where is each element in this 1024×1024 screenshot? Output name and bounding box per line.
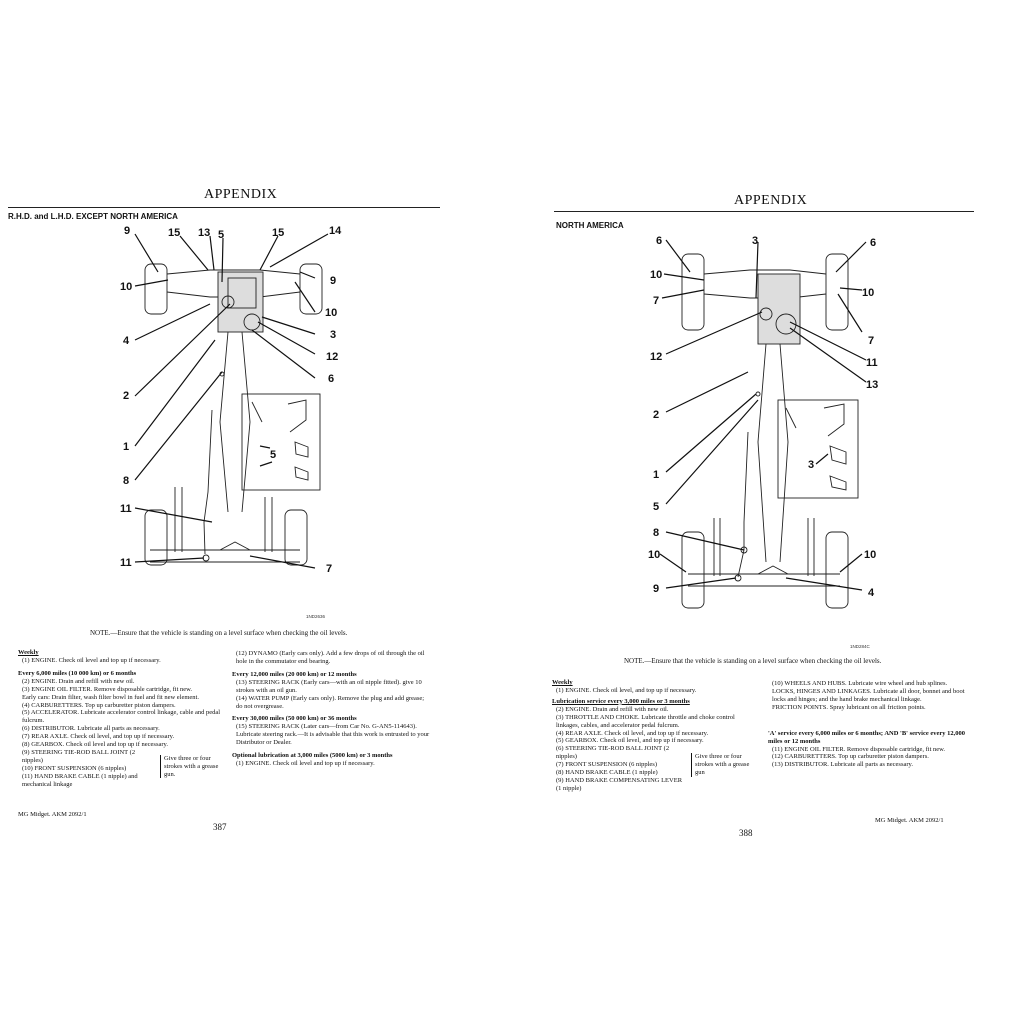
callout-12: 12 <box>326 351 339 363</box>
callout-4: 4 <box>868 587 875 599</box>
callout-11: 11 <box>120 503 132 515</box>
level-surface-note: NOTE.—Ensure that the vehicle is standing on a level surface when checking the oil levels. <box>90 629 348 637</box>
callout-9: 9 <box>124 225 131 237</box>
service-item: (14) WATER PUMP (Early cars only). Remove the plug and add grease; do not overgrease. <box>236 694 425 710</box>
callout-6: 6 <box>328 373 335 385</box>
page-number: 388 <box>739 828 753 838</box>
service-column-1 <box>18 646 223 789</box>
gearbox-plug <box>756 392 760 396</box>
service-column-1 <box>552 676 757 793</box>
region-title: NORTH AMERICA <box>556 221 624 230</box>
service-item: (9) HAND BRAKE COMPENSATING LEVER (1 nipple) <box>556 777 683 792</box>
level-surface-note: NOTE.—Ensure that the vehicle is standing on a level surface when checking the oil levels. <box>624 657 882 665</box>
service-item: FRICTION POINTS. Spray lubricant on all friction points. <box>772 703 926 711</box>
callout-7-right: 7 <box>868 335 875 347</box>
callout-7: 7 <box>653 295 660 307</box>
pedal-linkage-drawing <box>252 400 308 480</box>
service-item: (1) ENGINE. Check oil level, and top up if necessary. <box>556 686 697 694</box>
inset-callout-5: 5 <box>270 449 277 461</box>
grease-brace-note: Give three or four strokes with a grease gun. <box>160 755 219 778</box>
drawing-code: 1ND284C <box>850 644 870 649</box>
callout-1: 1 <box>123 441 130 453</box>
service-item: (8) GEARBOX. Check oil level and top up if necessary. <box>22 741 168 749</box>
callout-10-rear-right: 10 <box>864 549 877 561</box>
service-column-2 <box>768 680 974 769</box>
callout-14: 14 <box>329 225 342 237</box>
service-item: (4) REAR AXLE. Check oil level, and top up if necessary. <box>556 729 709 737</box>
callout-10-right: 10 <box>862 287 875 299</box>
inset-callout-3: 3 <box>808 459 815 471</box>
service-3000-heading: Lubrication service every 3,000 miles or 3 months <box>552 697 690 705</box>
rear-left-wheel <box>145 510 167 565</box>
service-item: (7) FRONT SUSPENSION (6 nipples) <box>556 761 657 769</box>
callout-5: 5 <box>218 229 225 241</box>
callout-3: 3 <box>330 329 337 341</box>
service-30000-heading: Every 30,000 miles (50 000 km) or 36 months <box>232 715 357 723</box>
page-388 <box>540 0 1024 1024</box>
service-item: (15) STEERING RACK (Later cars—from Car No. G-AN5-114643). Lubricate steering rack.—It is advisable that this work is entrusted to your Distributor or Dealer. <box>236 723 430 747</box>
front-right-wheel <box>826 254 848 330</box>
rear-left-wheel <box>682 532 704 608</box>
grease-group <box>552 745 757 793</box>
service-item: (2) ENGINE. Drain and refill with new oil. <box>556 705 669 713</box>
callout-5: 5 <box>653 501 660 513</box>
gearbox-prop-shaft <box>758 344 788 562</box>
callout-6: 6 <box>656 235 663 247</box>
service-item: (10) FRONT SUSPENSION (6 nipples) <box>22 764 127 772</box>
page-footer: MG Midget. AKM 2092/1 <box>875 817 944 824</box>
service-item: (10) WHEELS AND HUBS. Lubricate wire wheel and hub splines. <box>772 680 948 687</box>
rear-right-wheel <box>826 532 848 608</box>
grease-brace-note: Give three or four strokes with a grease gun <box>691 753 751 776</box>
service-item: (7) REAR AXLE. Check oil level, and top up if necessary. <box>22 733 175 741</box>
callout-15: 15 <box>168 227 181 239</box>
service-item: (4) CARBURETTERS. Top up carburetter piston dampers. <box>22 701 176 709</box>
callout-6-right: 6 <box>870 237 877 249</box>
service-item: (12) CARBURETTERS. Top up carburetter piston dampers. <box>772 753 929 761</box>
callout-15-right: 15 <box>272 227 285 239</box>
service-item: Early cars: Drain filter, wash filter bowl in fuel and fit new element. <box>22 693 199 701</box>
page-number: 387 <box>213 822 227 832</box>
service-12000-heading: Every 12,000 miles (20 000 km) or 12 months <box>232 670 357 678</box>
service-item: (6) DISTRIBUTOR. Lubricate all parts as necessary. <box>22 725 160 733</box>
lubrication-chart-diagram <box>110 222 360 622</box>
callout-10-right: 10 <box>325 307 338 319</box>
weekly-heading: Weekly <box>552 679 573 686</box>
header-rule <box>554 211 974 212</box>
service-item: (6) STEERING TIE-ROD BALL JOINT (2 nipples) <box>556 745 670 761</box>
callout-13: 13 <box>198 227 211 239</box>
callout-4: 4 <box>123 335 130 347</box>
callout-10: 10 <box>120 281 133 293</box>
callout-11: 11 <box>866 357 878 369</box>
front-left-wheel <box>145 264 167 314</box>
callout-3: 3 <box>752 235 759 247</box>
callout-12: 12 <box>650 351 663 363</box>
pedal-linkage-drawing <box>786 404 846 490</box>
drawing-code: 1ND2636 <box>306 614 326 619</box>
hand-brake-cable <box>738 432 748 577</box>
service-item: (5) ACCELERATOR. Lubricate accelerator control linkage, cable and pedal fulcrum. <box>22 709 221 725</box>
page-footer: MG Midget. AKM 2092/1 <box>18 811 87 818</box>
service-item: (2) ENGINE. Drain and refill with new oil. <box>22 677 135 685</box>
engine-block <box>758 274 800 344</box>
callout-2: 2 <box>123 390 130 402</box>
rear-axle <box>150 542 300 562</box>
gearbox-prop-shaft <box>220 332 250 512</box>
service-item: (11) ENGINE OIL FILTER. Remove disposable cartridge, fit new. <box>772 745 946 753</box>
callout-1: 1 <box>653 469 660 481</box>
header-rule <box>8 207 440 208</box>
service-a-b-heading: 'A' service every 6,000 miles or 6 months; AND 'B' service every 12,000 miles or 12 months <box>768 729 965 745</box>
page-header: APPENDIX <box>204 187 278 202</box>
service-item: (5) GEARBOX. Check oil level, and top up if necessary. <box>556 737 704 745</box>
hand-brake-cable <box>204 410 212 554</box>
callout-8: 8 <box>653 527 660 539</box>
service-item: (3) THROTTLE AND CHOKE. Lubricate throttle and choke control linkages, cables, and accelerator pedal fulcrum. <box>556 713 735 729</box>
service-item: (8) HAND BRAKE CABLE (1 nipple) <box>556 769 658 777</box>
callout-8: 8 <box>123 475 130 487</box>
optional-lubrication-heading: Optional lubrication at 3,000 miles (5000 km) or 3 months <box>232 752 393 760</box>
callout-10-rear: 10 <box>648 549 661 561</box>
service-item: (12) DYNAMO (Early cars only). Add a few drops of oil through the oil hole in the commutator end bearing. <box>236 650 425 665</box>
service-item: (3) ENGINE OIL FILTER. Remove disposable cartridge, fit new. <box>22 685 193 693</box>
rear-right-wheel <box>285 510 307 565</box>
callout-9-right: 9 <box>330 275 337 287</box>
service-item: (1) ENGINE. Check oil level and top up if necessary. <box>22 656 161 664</box>
rear-springs <box>175 487 272 552</box>
callout-7: 7 <box>326 563 333 575</box>
callout-10: 10 <box>650 269 663 281</box>
service-item: (11) HAND BRAKE CABLE (1 nipple) and mechanical linkage <box>22 772 138 788</box>
callout-13: 13 <box>866 379 879 391</box>
region-title: R.H.D. and L.H.D. EXCEPT NORTH AMERICA <box>8 212 178 221</box>
lubrication-chart-diagram <box>640 232 890 652</box>
callout-2: 2 <box>653 409 660 421</box>
service-item: (9) STEERING TIE-ROD BALL JOINT (2 nipples) <box>22 749 136 764</box>
service-item: (13) STEERING RACK (Early cars—with an oil nipple fitted). give 10 strokes with an oil gun. <box>236 678 422 694</box>
service-item: (1) ENGINE. Check oil level and top up if necessary. <box>236 760 375 768</box>
service-column-2 <box>232 650 432 768</box>
service-6000-heading: Every 6,000 miles (10 000 km) or 6 months <box>18 669 137 677</box>
weekly-heading: Weekly <box>18 649 39 656</box>
page-header: APPENDIX <box>734 193 808 208</box>
service-item: LOCKS, HINGES AND LINKAGES. Lubricate all door, bonnet and boot locks and hinges; and the hand brake mechanical linkage. <box>772 687 965 703</box>
service-item: (13) DISTRIBUTOR. Lubricate all parts as necessary. <box>772 761 913 769</box>
grease-group <box>18 749 223 789</box>
callout-9: 9 <box>653 583 660 595</box>
callout-11-lower: 11 <box>120 557 132 569</box>
